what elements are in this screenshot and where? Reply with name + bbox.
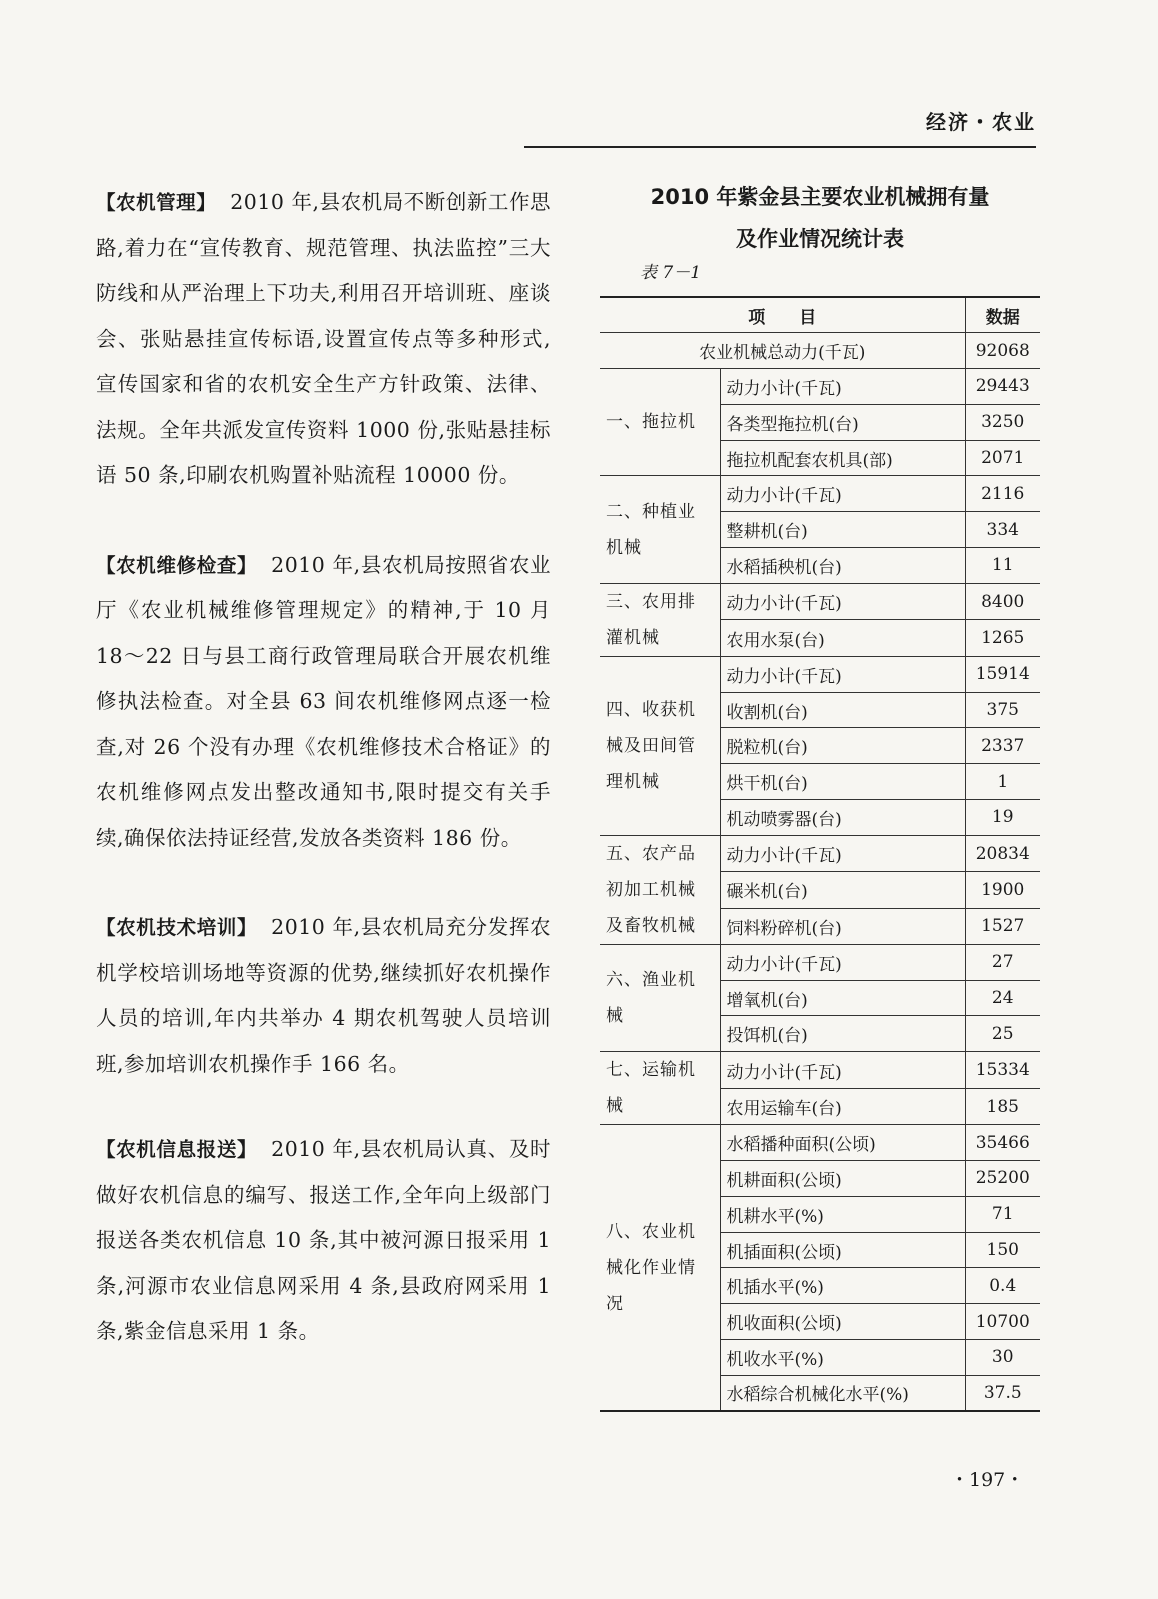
category-cell: 五、农产品初加工机械及畜牧机械 xyxy=(600,835,720,944)
section-information-reporting xyxy=(96,1127,551,1355)
value-cell: 2071 xyxy=(965,440,1040,476)
value-cell: 24 xyxy=(965,980,1040,1016)
value-cell: 2337 xyxy=(965,728,1040,764)
value-cell: 1900 xyxy=(965,872,1040,908)
item-cell: 动力小计(千瓦) xyxy=(720,835,965,871)
category-cell: 六、渔业机械 xyxy=(600,944,720,1051)
section-tag: 【农机管理】 xyxy=(96,191,217,214)
value-cell: 2116 xyxy=(965,476,1040,512)
running-header: 经济・农业 xyxy=(926,110,1036,134)
table-row xyxy=(600,835,1040,871)
value-cell: 8400 xyxy=(965,583,1040,620)
section-paragraph xyxy=(96,1127,551,1355)
item-cell: 整耕机(台) xyxy=(720,512,965,548)
section-paragraph xyxy=(96,543,551,862)
value-cell: 334 xyxy=(965,512,1040,548)
value-cell: 3250 xyxy=(965,404,1040,440)
value-cell: 0.4 xyxy=(965,1268,1040,1304)
section-technical-training xyxy=(96,905,551,1087)
item-cell: 动力小计(千瓦) xyxy=(720,369,965,405)
value-cell: 35466 xyxy=(965,1125,1040,1161)
section-text: 2010 年,县农机局认真、及时做好农机信息的编写、报送工作,全年向上级部门报送各类农机信息 10 条,其中被河源日报采用 1 条,河源市农业信息网采用 4 条,县政府网采用 1 条,紫金信息采用 1 条。 xyxy=(96,1137,551,1343)
category-cell: 三、农用排灌机械 xyxy=(600,583,720,656)
item-cell: 机收水平(%) xyxy=(720,1340,965,1376)
item-cell: 水稻播种面积(公顷) xyxy=(720,1125,965,1161)
value-cell: 1 xyxy=(965,764,1040,800)
value-cell: 185 xyxy=(965,1088,1040,1125)
value-cell: 37.5 xyxy=(965,1375,1040,1411)
value-cell: 15334 xyxy=(965,1052,1040,1089)
item-cell: 碾米机(台) xyxy=(720,872,965,908)
page-number: ・197・ xyxy=(950,1469,1025,1491)
value-cell: 1265 xyxy=(965,620,1040,657)
category-cell: 一、拖拉机 xyxy=(600,369,720,476)
item-cell: 水稻综合机械化水平(%) xyxy=(720,1375,965,1411)
value-cell: 20834 xyxy=(965,835,1040,871)
table-row xyxy=(600,944,1040,980)
section-text: 2010 年,县农机局按照省农业厅《农业机械维修管理规定》的精神,于 10 月 18～22 日与县工商行政管理局联合开展农机维修执法检查。对全县 63 间农机维修网点逐一检查,对 26 个没有办理《农机维修技术合格证》的农机维修网点发出整改通知书,限时提交有关手续,确保依法持证经营,发放各类资料 186 份。 xyxy=(96,552,551,850)
section-text: 2010 年,县农机局不断创新工作思路,着力在“宣传教育、规范管理、执法监控”三大防线和从严治理上下功夫,利用召开培训班、座谈会、张贴悬挂宣传标语,设置宣传点等多种形式,宣传国家和省的农机安全生产方针政策、法律、法规。全年共派发宣传资料 1000 份,张贴悬挂标语 50 条,印刷农机购置补贴流程 10000 份。 xyxy=(96,190,551,487)
total-label: 农业机械总动力(千瓦) xyxy=(600,333,965,369)
item-cell: 动力小计(千瓦) xyxy=(720,1052,965,1089)
item-cell: 动力小计(千瓦) xyxy=(720,583,965,620)
item-cell: 机动喷雾器(台) xyxy=(720,800,965,836)
value-cell: 375 xyxy=(965,692,1040,728)
table-header-row xyxy=(600,297,1040,333)
item-cell: 机插面积(公顷) xyxy=(720,1232,965,1268)
table-row xyxy=(600,583,1040,620)
section-farm-machinery-management xyxy=(96,180,551,499)
section-tag: 【农机信息报送】 xyxy=(96,1138,258,1161)
section-text: 2010 年,县农机局充分发挥农机学校培训场地等资源的优势,继续抓好农机操作人员的培训,年内共举办 4 期农机驾驶人员培训班,参加培训农机操作手 166 名。 xyxy=(96,915,551,1076)
value-cell: 25 xyxy=(965,1016,1040,1052)
section-tag: 【农机维修检查】 xyxy=(96,553,258,577)
item-cell: 各类型拖拉机(台) xyxy=(720,404,965,440)
statistics-table xyxy=(600,296,1040,1412)
value-cell: 29443 xyxy=(965,369,1040,405)
header-rule xyxy=(524,146,1036,148)
category-cell: 七、运输机械 xyxy=(600,1052,720,1125)
category-cell: 二、种植业机械 xyxy=(600,476,720,583)
total-value: 92068 xyxy=(965,333,1040,369)
value-cell: 19 xyxy=(965,800,1040,836)
item-cell: 脱粒机(台) xyxy=(720,728,965,764)
value-cell: 15914 xyxy=(965,656,1040,692)
item-cell: 动力小计(千瓦) xyxy=(720,656,965,692)
category-cell: 八、农业机械化作业情况 xyxy=(600,1125,720,1411)
table-title xyxy=(600,176,1040,260)
value-cell: 27 xyxy=(965,944,1040,980)
table-title-line2: 及作业情况统计表 xyxy=(736,227,904,251)
value-cell: 25200 xyxy=(965,1161,1040,1197)
section-tag: 【农机技术培训】 xyxy=(96,916,258,939)
value-cell: 150 xyxy=(965,1232,1040,1268)
item-cell: 增氧机(台) xyxy=(720,980,965,1016)
item-cell: 机耕水平(%) xyxy=(720,1196,965,1232)
item-cell: 拖拉机配套农机具(部) xyxy=(720,440,965,476)
column-header-item: 项 目 xyxy=(600,297,965,333)
value-cell: 10700 xyxy=(965,1304,1040,1340)
table-body xyxy=(600,333,1040,1411)
table-title-line1: 2010 年紫金县主要农业机械拥有量 xyxy=(650,185,990,209)
item-cell: 饲料粉碎机(台) xyxy=(720,908,965,944)
value-cell: 71 xyxy=(965,1196,1040,1232)
value-cell: 30 xyxy=(965,1340,1040,1376)
value-cell: 1527 xyxy=(965,908,1040,944)
table-row xyxy=(600,369,1040,405)
section-paragraph xyxy=(96,180,551,499)
item-cell: 农用运输车(台) xyxy=(720,1088,965,1125)
table-row-total xyxy=(600,333,1040,369)
column-header-value: 数据 xyxy=(965,297,1040,333)
section-paragraph xyxy=(96,905,551,1087)
item-cell: 烘干机(台) xyxy=(720,764,965,800)
item-cell: 动力小计(千瓦) xyxy=(720,944,965,980)
table-row xyxy=(600,1125,1040,1161)
item-cell: 农用水泵(台) xyxy=(720,620,965,657)
item-cell: 机耕面积(公顷) xyxy=(720,1161,965,1197)
table-row xyxy=(600,1052,1040,1089)
left-column xyxy=(96,180,551,1355)
table-number: 表 7－1 xyxy=(640,263,702,283)
item-cell: 收割机(台) xyxy=(720,692,965,728)
item-cell: 动力小计(千瓦) xyxy=(720,476,965,512)
category-cell: 四、收获机械及田间管理机械 xyxy=(600,656,720,835)
item-cell: 水稻插秧机(台) xyxy=(720,548,965,584)
value-cell: 11 xyxy=(965,548,1040,584)
item-cell: 投饵机(台) xyxy=(720,1016,965,1052)
item-cell: 机插水平(%) xyxy=(720,1268,965,1304)
item-cell: 机收面积(公顷) xyxy=(720,1304,965,1340)
section-maintenance-inspection xyxy=(96,543,551,862)
table-row xyxy=(600,656,1040,692)
table-row xyxy=(600,476,1040,512)
